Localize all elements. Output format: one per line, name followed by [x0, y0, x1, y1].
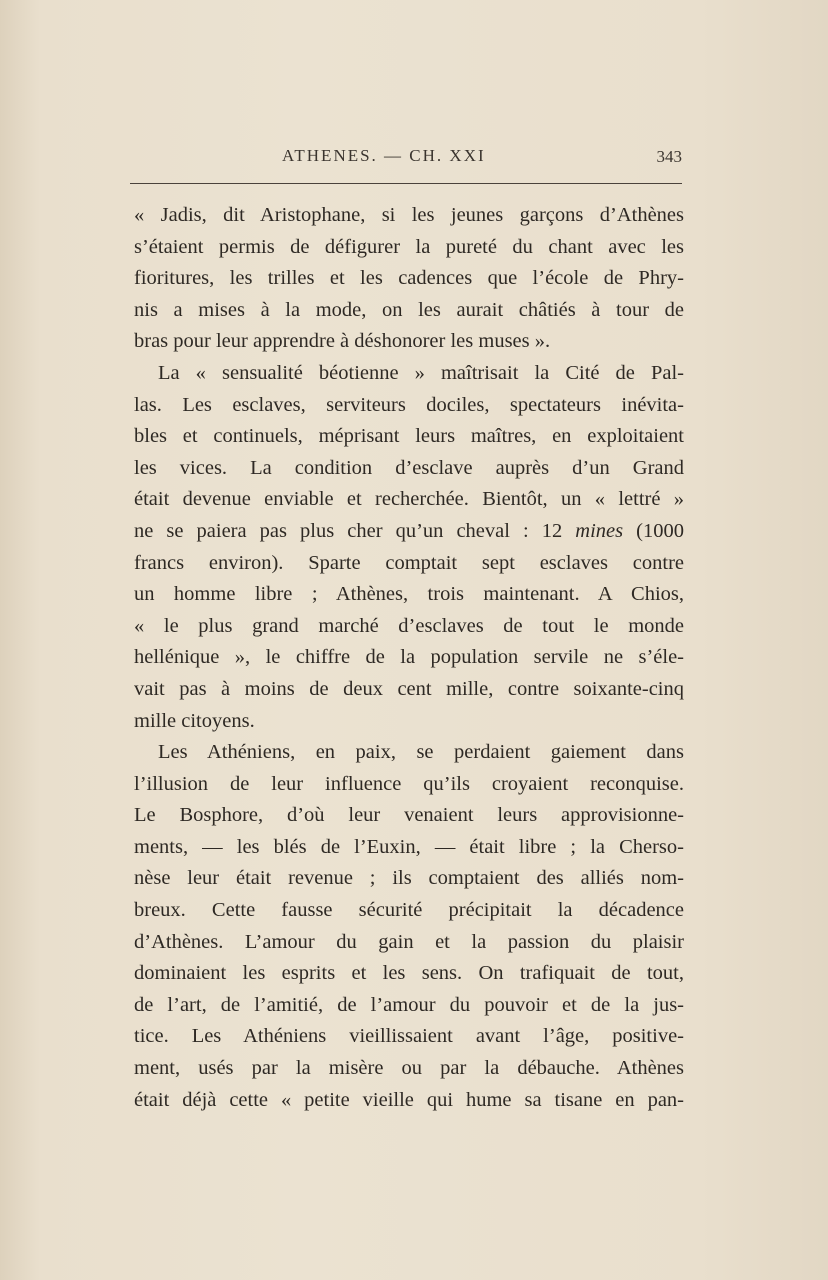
text-line: ne se paiera pas plus cher qu’un cheval : 12 mines (1000	[134, 519, 684, 542]
text-line: vait pas à moins de deux cent mille, contre soixante-cinq	[134, 677, 684, 700]
running-title: ATHENES. — CH. XXI	[282, 146, 486, 165]
text-line: d’Athènes. L’amour du gain et la passion du plaisir	[134, 930, 684, 953]
text-line: dominaient les esprits et les sens. On trafiquait de tout,	[134, 962, 684, 985]
text-line: breux. Cette fausse sécurité précipitait la décadence	[134, 899, 684, 922]
text-line: « Jadis, dit Aristophane, si les jeunes garçons d’Athènes	[134, 204, 684, 226]
text-line: bles et continuels, méprisant leurs maîtres, en exploitaient	[134, 425, 684, 448]
text-line: bras pour leur apprendre à déshonorer les muses ».	[134, 330, 551, 353]
text-line: les vices. La condition d’esclave auprès d’un Grand	[134, 456, 684, 479]
header-rule	[130, 183, 682, 184]
text-line: de l’art, de l’amitié, de l’amour du pouvoir et de la jus-	[134, 993, 684, 1016]
text-line: « le plus grand marché d’esclaves de tout le monde	[134, 614, 684, 637]
text-line: était devenue enviable et recherchée. Bientôt, un « lettré »	[134, 488, 684, 511]
text-line: La « sensualité béotienne » maîtrisait la Cité de Pal-	[158, 361, 684, 384]
running-head	[130, 146, 682, 172]
body-text	[134, 200, 684, 1116]
page-number: 343	[656, 147, 682, 166]
text-line: était déjà cette « petite vieille qui hume sa tisane en pan-	[134, 1088, 684, 1111]
text-line: l’illusion de leur influence qu’ils croyaient reconquise.	[134, 772, 684, 795]
text-line: fioritures, les trilles et les cadences que l’école de Phry-	[134, 267, 684, 290]
text-line: Le Bosphore, d’où leur venaient leurs approvisionne-	[134, 804, 684, 827]
paragraph-2	[134, 358, 684, 737]
text-line: ments, — les blés de l’Euxin, — était libre ; la Cherso-	[134, 835, 684, 858]
text-line: francs environ). Sparte comptait sept esclaves contre	[134, 551, 684, 574]
text-line: s’étaient permis de défigurer la pureté du chant avec les	[134, 235, 684, 258]
text-line: nèse leur était revenue ; ils comptaient des alliés nom-	[134, 867, 684, 890]
paragraph-1	[134, 200, 684, 358]
text-line: las. Les esclaves, serviteurs dociles, spectateurs inévita-	[134, 393, 684, 416]
text-line: hellénique », le chiffre de la population servile ne s’éle-	[134, 646, 684, 669]
italic-term: mines	[575, 519, 624, 542]
text-line: Les Athéniens, en paix, se perdaient gaiement dans	[158, 741, 684, 764]
text-line: tice. Les Athéniens vieillissaient avant l’âge, positive-	[134, 1025, 684, 1048]
text-line: mille citoyens.	[134, 709, 255, 732]
text-line: ment, usés par la misère ou par la débauche. Athènes	[134, 1057, 684, 1080]
text-line: nis a mises à la mode, on les aurait châtiés à tour de	[134, 298, 684, 321]
paragraph-3	[134, 737, 684, 1116]
text-line: un homme libre ; Athènes, trois maintenant. A Chios,	[134, 583, 684, 606]
